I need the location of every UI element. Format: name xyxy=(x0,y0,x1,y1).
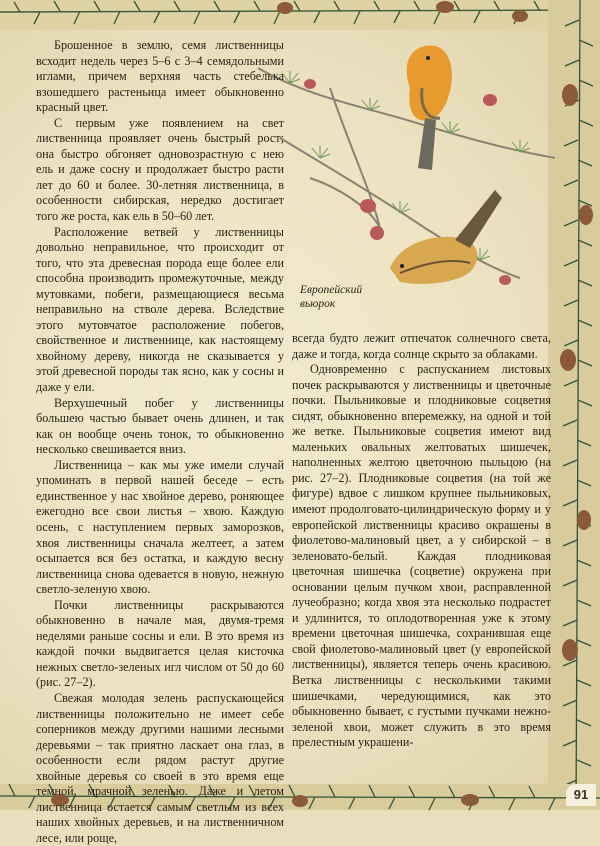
paragraph: Брошенное в землю, семя лиственницы всходит недель через 5–6 с 3–4 семядольными иглами, причем верхняя часть стебелька взошедшего растеньица имеет обыкновенно красный цвет. xyxy=(36,38,284,115)
caption-line: вьюрок xyxy=(300,298,336,310)
paragraph: Лиственница – как мы уже имели случай упоминать в первой нашей беседе – есть единственное у нас хвойное дерево, роняющее ежегодно все свои листья – хвою. Каждую осень, с наступлением первых заморозков, хвоя лиственницы сначала желтеет, а затем осыпается вся без остатка, и каждую весну лиственница снова одевается в новую, нежную светло-зеленую хвою. xyxy=(36,457,284,597)
caption-line: Европейский xyxy=(300,284,363,296)
page-number: 91 xyxy=(566,784,596,806)
paragraph: С первым уже появлением на свет лиственница проявляет очень быстрый рост; она быстро обгоняет одновозрастную с нею ель и даже сосну и продолжает быстро расти лет до 60 и более. 30-летняя лиственница, в особенности сибирская, нередко достигает того же роста, как ель в 50–60 лет. xyxy=(36,115,284,224)
paragraph: Свежая молодая зелень распускающейся лиственницы положительно не имеет себе соперников между другими нашими лесными деревьями – так приятно ласкает она глаз, в особенности если рядом растут другие хвойные деревья со своей в это время еще темной, мрачной зеленью. Даже и летом лиственница остается самым светлым из всех наших хвойных деревьев, и на лиственничном лесе, или роще, xyxy=(36,690,284,845)
paragraph: Одновременно с распусканием листовых почек раскрываются у лиственницы и цветочные почки. Пыльниковые и плодниковые соцветия сидят, обыкновенно вперемежку, на одной и той же ветке. Пыльниковые соцветия имеют вид маленьких овальных желтоватых шишечек, наполненных желтою цветочною пыльцою (на рис. 27–2). Плодниковые соцветия (на той же фигуре) вдвое с лишком крупнее пыльниковых, имеют продолговато-цилиндрическую форму и у европейской лиственницы красиво окрашены в фиолетово-малиновый цвет, а у сибирской – в зеленовато-белый. Каждая плодниковая цветочная шишечка (соцветие) окружена при основании целым пучком хвои, расправленной лучеобразно; когда хвоя эта несколько подрастет и удлинится, то оплодотворенная уже к этому времени цветочная шишечка, сохранившая еще свой фиолетово-малиновый цвет (у европейской лиственницы), является теперь очень красивою. Ветка лиственницы с несколькими такими шишечками, чередующимися, как это обыкновенно бывает, с густыми пучками нежно-зеленой хвои, может служить в это время прелестным украшени- xyxy=(292,362,551,750)
paragraph: Верхушечный побег у лиственницы большею частью бывает очень длинен, и так как он вообще очень тонок, то обыкновенно несколько свешивается вниз. xyxy=(36,395,284,457)
paragraph: Почки лиственницы раскрываются обыкновенно в начале мая, двумя-тремя неделями раньше сосны и ели. В это время из каждой почки выдвигается целая кисточка нежных светло-зеленых игл числом от 50 до 60 (рис. 27–2). xyxy=(36,597,284,690)
text-column-left xyxy=(36,38,284,846)
text-column-right xyxy=(292,331,551,751)
larch-branch-finches-illustration xyxy=(250,28,560,308)
finch-upper-bird xyxy=(407,46,452,170)
paragraph: Расположение ветвей у лиственницы довольно неправильное, что происходит от того, что эта древесная порода еще более ели способна производить промежуточные, между мутовками, побеги, размещающиеся весьма неправильно на стволе дерева. Вследствие этого мутовчатое расположение побегов, свойственное и лиственнице, как настоящему хвойному дереву, никогда не сказывается у этой древесной породы так ясно, как у сосны и даже у ели. xyxy=(36,224,284,395)
illustration-caption xyxy=(300,283,362,311)
paragraph-continuation: всегда будто лежит отпечаток солнечного света, даже и тогда, когда солнце скрыто за облаками. xyxy=(292,331,551,361)
pine-branch-border-top xyxy=(0,0,600,30)
